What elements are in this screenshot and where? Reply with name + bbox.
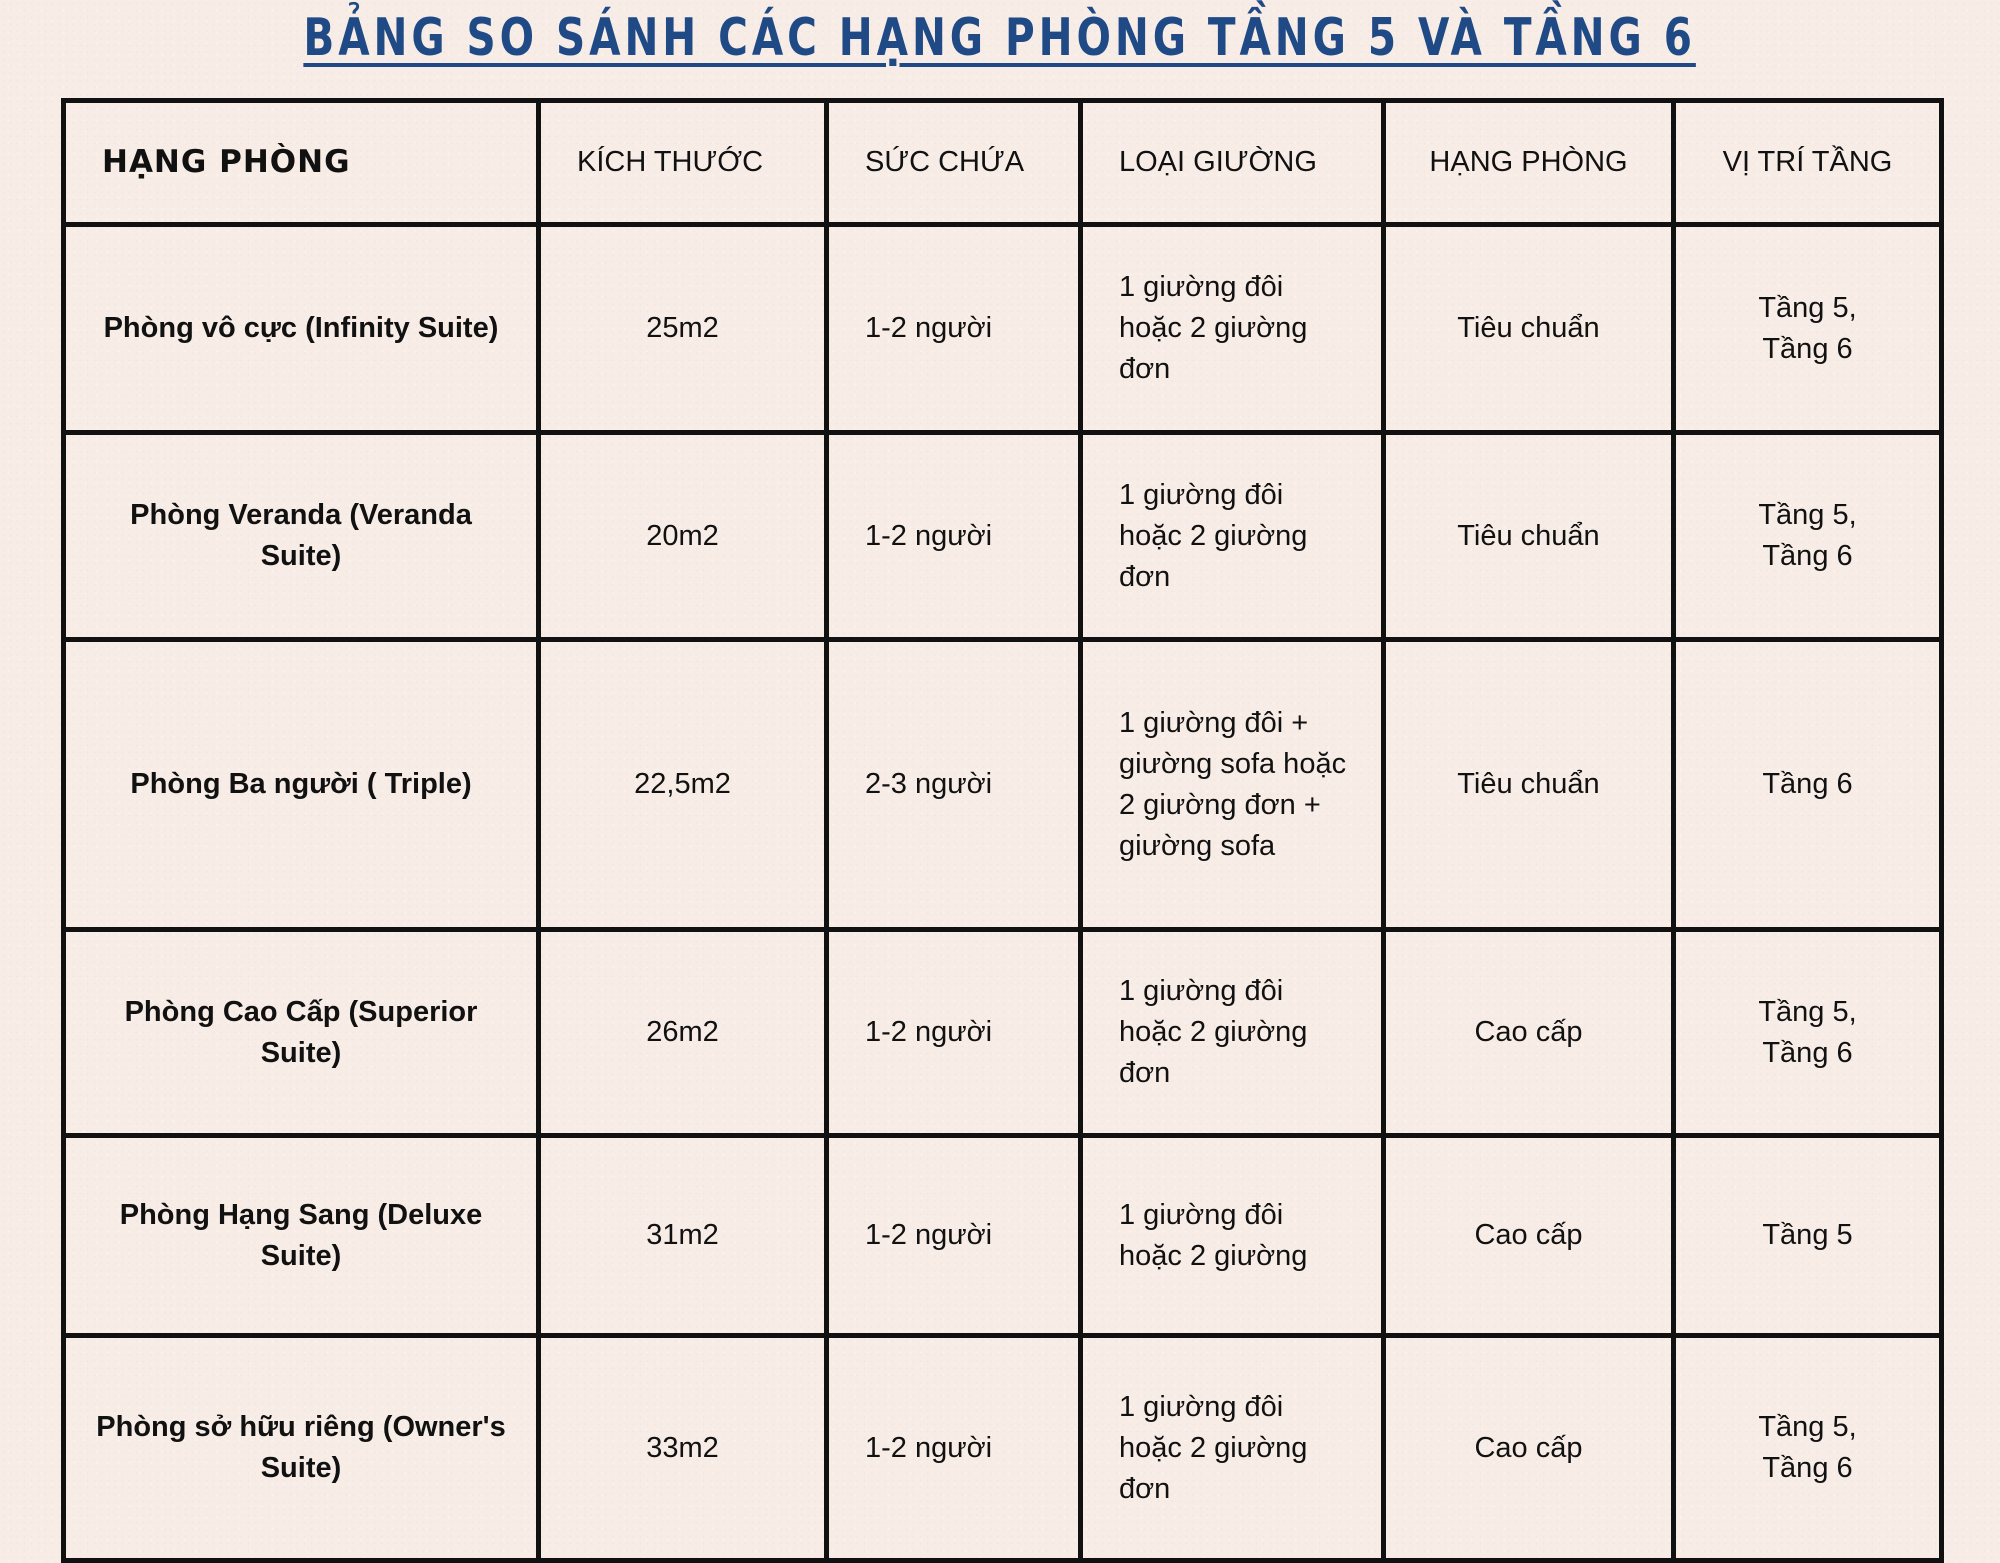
room-floor: Tầng 6 — [1674, 640, 1942, 930]
room-floor: Tầng 5, Tầng 6 — [1674, 1336, 1942, 1561]
room-bed: 1 giường đôi hoặc 2 giường đơn — [1081, 433, 1384, 640]
table-row — [64, 1136, 1942, 1336]
page-title — [0, 8, 2000, 80]
room-capacity: 1-2 người — [827, 433, 1081, 640]
room-class: Cao cấp — [1384, 1136, 1674, 1336]
room-capacity: 1-2 người — [827, 1336, 1081, 1561]
room-floor: Tầng 5, Tầng 6 — [1674, 930, 1942, 1136]
room-class: Tiêu chuẩn — [1384, 225, 1674, 433]
room-class: Cao cấp — [1384, 930, 1674, 1136]
room-bed: 1 giường đôi hoặc 2 giường đơn — [1081, 225, 1384, 433]
header-room-type: HẠNG PHÒNG — [64, 101, 539, 225]
table-row — [64, 1336, 1942, 1561]
room-name: Phòng Veranda (Veranda Suite) — [64, 433, 539, 640]
room-size: 26m2 — [539, 930, 827, 1136]
room-capacity: 1-2 người — [827, 930, 1081, 1136]
room-name: Phòng Hạng Sang (Deluxe Suite) — [64, 1136, 539, 1336]
header-capacity: SỨC CHỨA — [827, 101, 1081, 225]
room-bed: 1 giường đôi + giường sofa hoặc 2 giường đơn + giường sofa — [1081, 640, 1384, 930]
room-size: 31m2 — [539, 1136, 827, 1336]
room-floor: Tầng 5 — [1674, 1136, 1942, 1336]
header-bed-type: LOẠI GIƯỜNG — [1081, 101, 1384, 225]
header-size: KÍCH THƯỚC — [539, 101, 827, 225]
room-comparison-table — [61, 98, 1944, 1563]
room-floor: Tầng 5, Tầng 6 — [1674, 225, 1942, 433]
header-floor: VỊ TRÍ TẦNG — [1674, 101, 1942, 225]
room-size: 22,5m2 — [539, 640, 827, 930]
title-text: BẢNG SO SÁNH CÁC HẠNG PHÒNG TẦNG 5 VÀ TẦNG 6 — [303, 8, 1697, 68]
room-bed: 1 giường đôi hoặc 2 giường — [1081, 1136, 1384, 1336]
table-row — [64, 433, 1942, 640]
room-capacity: 1-2 người — [827, 1136, 1081, 1336]
room-floor: Tầng 5, Tầng 6 — [1674, 433, 1942, 640]
header-room-class: HẠNG PHÒNG — [1384, 101, 1674, 225]
room-class: Tiêu chuẩn — [1384, 433, 1674, 640]
room-class: Tiêu chuẩn — [1384, 640, 1674, 930]
room-name: Phòng Ba người ( Triple) — [64, 640, 539, 930]
table-row — [64, 640, 1942, 930]
room-name: Phòng vô cực (Infinity Suite) — [64, 225, 539, 433]
room-capacity: 1-2 người — [827, 225, 1081, 433]
room-size: 20m2 — [539, 433, 827, 640]
room-class: Cao cấp — [1384, 1336, 1674, 1561]
room-name: Phòng sở hữu riêng (Owner's Suite) — [64, 1336, 539, 1561]
room-name: Phòng Cao Cấp (Superior Suite) — [64, 930, 539, 1136]
table-row — [64, 930, 1942, 1136]
room-bed: 1 giường đôi hoặc 2 giường đơn — [1081, 1336, 1384, 1561]
room-size: 25m2 — [539, 225, 827, 433]
room-bed: 1 giường đôi hoặc 2 giường đơn — [1081, 930, 1384, 1136]
room-capacity: 2-3 người — [827, 640, 1081, 930]
room-size: 33m2 — [539, 1336, 827, 1561]
table-header-row — [64, 101, 1942, 225]
table-row — [64, 225, 1942, 433]
